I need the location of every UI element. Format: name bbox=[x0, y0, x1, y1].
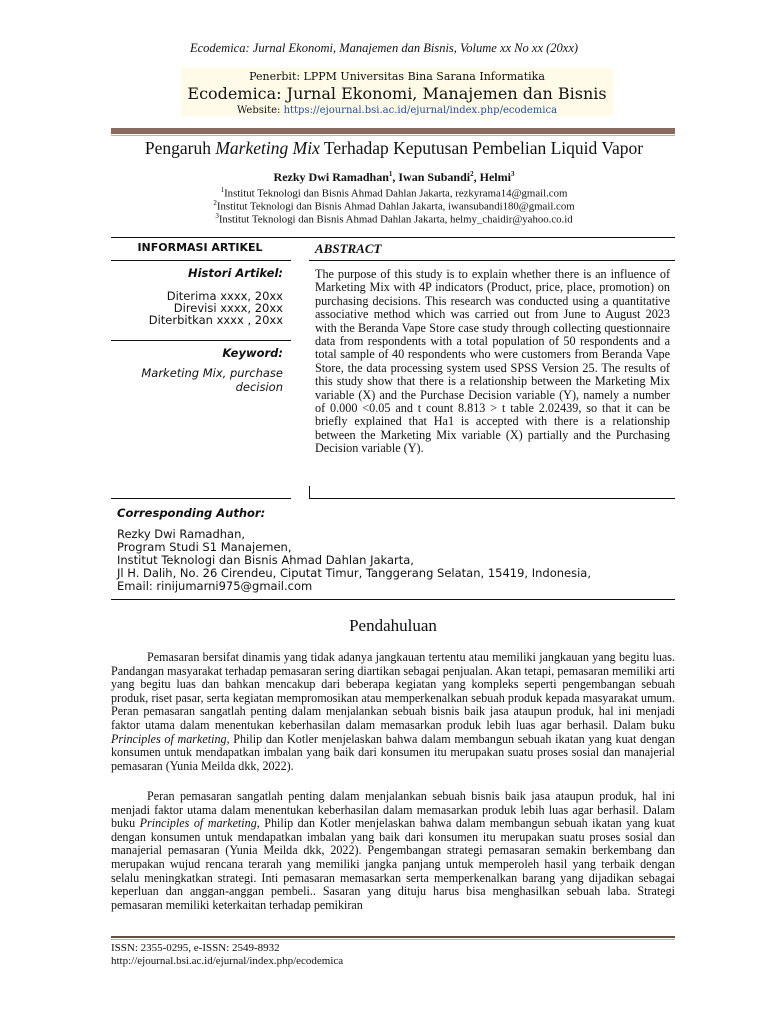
website-label: Website: bbox=[236, 105, 284, 116]
history-label: Histori Artikel: bbox=[187, 266, 283, 280]
abstract-bottom-rule bbox=[309, 498, 675, 499]
website-link[interactable]: https://ejournal.bsi.ac.id/ejurnal/index.php/ecodemica bbox=[283, 105, 558, 116]
corresponding-rule bbox=[111, 599, 675, 600]
footer-url[interactable]: http://ejournal.bsi.ac.id/ejurnal/index.php/ecodemica bbox=[111, 955, 344, 967]
author: Rezky Dwi Ramadhan$^1$, bbox=[273, 170, 399, 184]
running-head: Ecodemica: Jurnal Ekonomi, Manajemen dan Bisnis, Volume xx No xx (20xx) bbox=[189, 41, 579, 55]
corresponding-label: Corresponding Author: bbox=[117, 506, 266, 520]
footer-issn: ISSN: 2355-0295, e-ISSN: 2549-8932 bbox=[111, 942, 280, 954]
abstract-heading: ABSTRACT bbox=[315, 241, 382, 256]
history-received: Diterima xxxx, 20xx bbox=[166, 289, 283, 303]
affiliation: $^2$Institut Teknologi dan Bisnis Ahmad Dahlan Jakarta, iwansubandi180@gmail.com bbox=[213, 199, 575, 213]
history-revised: Direvisi xxxx, 20xx bbox=[173, 301, 283, 315]
corresponding-address: Jl H. Dalih, No. 26 Cirendeu, Ciputat Timur, Tanggerang Selatan, 15419, Indonesia, bbox=[117, 566, 591, 580]
title-part: Terhadap Keputusan Pembelian Liquid Vapor bbox=[319, 138, 644, 158]
publisher-line: Penerbit: LPPM Universitas Bina Sarana Informatika bbox=[249, 70, 545, 83]
info-heading: INFORMASI ARTIKEL bbox=[137, 241, 263, 254]
keyword-rule bbox=[111, 498, 291, 499]
corresponding-program: Program Studi S1 Manajemen, bbox=[117, 540, 292, 554]
header-rule bbox=[111, 128, 675, 134]
footer-rule bbox=[111, 936, 675, 938]
keyword-label: Keyword: bbox=[222, 346, 283, 360]
corresponding-email[interactable]: Email: rinijumarni975@gmail.com bbox=[117, 579, 313, 593]
keywords: Marketing Mix, purchase decision bbox=[141, 366, 283, 394]
author: Helmi$^3$ bbox=[479, 170, 515, 184]
section-heading: Pendahuluan bbox=[349, 616, 437, 635]
author-list bbox=[80, 170, 708, 185]
info-top-rule bbox=[111, 237, 675, 238]
website-line bbox=[181, 105, 613, 116]
affiliation: $^1$Institut Teknologi dan Bisnis Ahmad Dahlan Jakarta, rezkyrama14@gmail.com bbox=[220, 186, 568, 200]
corresponding-institution: Institut Teknologi dan Bisnis Ahmad Dahlan Jakarta, bbox=[117, 553, 414, 567]
column-divider bbox=[309, 486, 310, 498]
article-title bbox=[80, 138, 708, 159]
body-paragraph: Peran pemasaran sangatlah penting dalam menjalankan sebuah bisnis baik jasa ataupun produk, hal ini menjadi faktor utama dalam menentukan keberhasilan dalam memasarkan produk lebih luas agar berhasil. Dalam buku Principles of marketing, Philip dan Kotler menjelaskan bahwa dalam membangun sebuah ikatan yang kuat dengan konsumen untuk mendapatkan imbalan yang baik dari konsumen itu merupakan suatu proses sosial dan manajerial pemasaran (Yunia Meilda dkk, 2022). Pengembangan strategi pemasaran semakin berkembang dan merupakan wujud rencana terarah yang memiliki jangka panjang untuk memperoleh hasil yang terbaik dengan selalu meningkatkan strategi. Inti pemasaran memasarkan serta memperkenalkan barang yang dijadikan sebagai keperluan dan anggan-anggan pembeli.. Sasaran yang dituju harus bisa menghasilkan sebuah laba. Strategi pemasaran memiliki keterkaitan terhadap pemikiran bbox=[111, 789, 675, 912]
corresponding-name: Rezky Dwi Ramadhan, bbox=[117, 527, 246, 541]
abstract-heading-rule bbox=[309, 260, 675, 261]
title-italic-part: Marketing Mix bbox=[215, 138, 320, 158]
journal-name: Ecodemica: Jurnal Ekonomi, Manajemen dan Bisnis bbox=[187, 84, 607, 103]
affiliation: $^3$Institut Teknologi dan Bisnis Ahmad Dahlan Jakarta, helmy_chaidir@yahoo.co.id bbox=[215, 212, 573, 226]
history-rule bbox=[111, 340, 291, 341]
abstract-text: The purpose of this study is to explain whether there is an influence of Marketing Mix with 4P indicators (Product, price, place, promotion) on purchasing decisions. This research was conducted using a quantitative associative method which was carried out from June to August 2023 with the Beranda Vape Store case study through collecting questionnaire data from respondents with a total population of 50 respondents and a total sample of 40 respondents who were customers from Beranda Vape Store, the data processing system used SPSS Version 25. The results of this study show that there is a relationship between the Marketing Mix variable (X) and the Purchase Decision variable (Y), namely a number of 0.000 <0.05 and t count 8.813 > t table 2.02439, so that it can be briefly explained that Ha1 is accepted with there is a relationship between the Marketing Mix variable (X) partially and the Purchasing Decision variable (Y). bbox=[315, 267, 670, 456]
title-part: Pengaruh bbox=[144, 138, 216, 158]
info-heading-rule bbox=[111, 260, 291, 261]
history-published: Diterbitkan xxxx , 20xx bbox=[148, 313, 283, 327]
body-paragraph: Pemasaran bersifat dinamis yang tidak adanya jangkauan tertentu atau memiliki jangkauan yang begitu luas. Pandangan masyarakat terhadap pemasaran sering diartikan sebagai penjualan. Akan tetapi, pemasaran memiliki arti yang begitu luas dan bahkan mencakup dari beberapa kegiatan yang kompleks seperti pengembangan sebuah produk, riset pasar, serta kegiatan mempromosikan atau memperkenalkan sebuah produk kepada masyarakat umum. Peran pemasaran sangatlah penting dalam menjalankan sebuah bisnis baik jasa ataupun produk, hal ini menjadi faktor utama dalam menentukan keberhasilan dalam memasarkan produk lebih luas agar berhasil. Dalam buku Principles of marketing, Philip dan Kotler menjelaskan bahwa dalam membangun sebuah ikatan yang kuat dengan konsumen untuk mendapatkan imbalan yang baik dari konsumen itu merupakan suatu proses sosial dan manajerial pemasaran (Yunia Meilda dkk, 2022). bbox=[111, 650, 675, 773]
header-rule-shadow bbox=[111, 135, 675, 136]
author: Iwan Subandi$^2$, bbox=[398, 170, 480, 184]
footer-rule-shadow bbox=[111, 939, 675, 940]
